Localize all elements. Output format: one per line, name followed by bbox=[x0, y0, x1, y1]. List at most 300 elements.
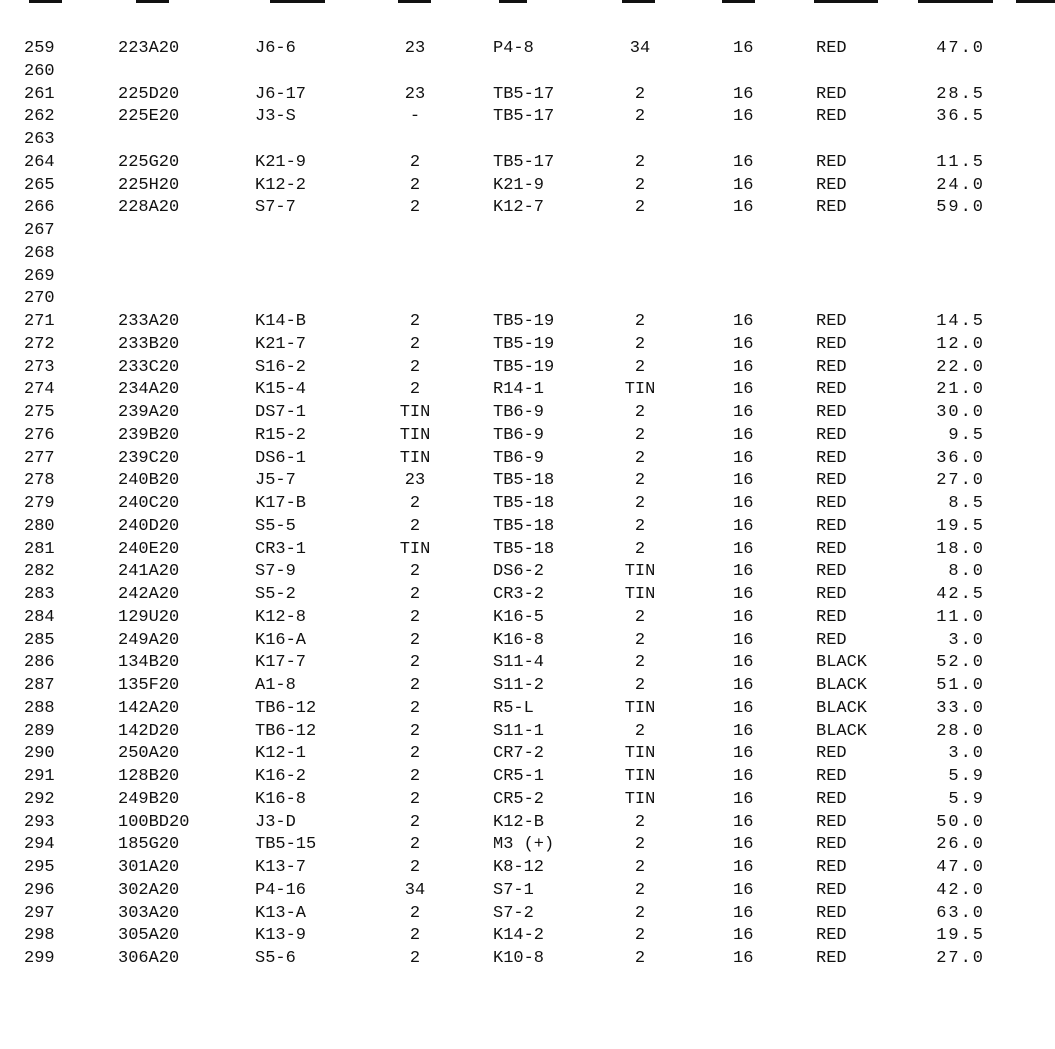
wire-id: 142D20 bbox=[118, 722, 180, 741]
wire-color: RED bbox=[816, 562, 847, 581]
to-terminal: K14-2 bbox=[493, 926, 545, 945]
to-terminal: CR3-2 bbox=[493, 585, 545, 604]
to-terminal: S7-1 bbox=[493, 881, 534, 900]
from-termination: 2 bbox=[409, 631, 421, 650]
wire-id: 240E20 bbox=[118, 540, 180, 559]
wire-gauge: 16 bbox=[733, 403, 754, 422]
from-terminal: K15-4 bbox=[255, 380, 307, 399]
table-row bbox=[0, 310, 1040, 333]
wire-gauge: 16 bbox=[733, 562, 754, 581]
wire-color: RED bbox=[816, 198, 847, 217]
from-termination: 2 bbox=[409, 653, 421, 672]
wire-id: 302A20 bbox=[118, 881, 180, 900]
table-row bbox=[0, 697, 1040, 720]
column-header-rule bbox=[398, 0, 431, 3]
table-row bbox=[0, 856, 1040, 879]
line-number: 274 bbox=[24, 380, 55, 399]
from-termination: TIN bbox=[399, 426, 431, 445]
line-number: 261 bbox=[24, 85, 55, 104]
from-terminal: S5-5 bbox=[255, 517, 296, 536]
wire-color: BLACK bbox=[816, 699, 868, 718]
from-termination: 23 bbox=[404, 85, 426, 104]
wire-gauge: 16 bbox=[733, 449, 754, 468]
line-number: 289 bbox=[24, 722, 55, 741]
line-number: 272 bbox=[24, 335, 55, 354]
from-terminal: S7-7 bbox=[255, 198, 296, 217]
from-termination: 2 bbox=[409, 813, 421, 832]
wire-color: RED bbox=[816, 631, 847, 650]
wire-length: 5.9 bbox=[948, 767, 985, 786]
to-termination: 2 bbox=[634, 358, 646, 377]
wire-id: 225G20 bbox=[118, 153, 180, 172]
to-terminal: K12-7 bbox=[493, 198, 545, 217]
wire-id: 301A20 bbox=[118, 858, 180, 877]
to-termination: 2 bbox=[634, 631, 646, 650]
wire-color: RED bbox=[816, 744, 847, 763]
table-row bbox=[0, 674, 1040, 697]
to-termination: 2 bbox=[634, 540, 646, 559]
line-number: 277 bbox=[24, 449, 55, 468]
table-row bbox=[0, 651, 1040, 674]
table-row bbox=[0, 356, 1040, 379]
wire-length: 26.0 bbox=[936, 835, 985, 854]
wire-color: RED bbox=[816, 380, 847, 399]
from-termination: TIN bbox=[399, 540, 431, 559]
wire-id: 129U20 bbox=[118, 608, 180, 627]
to-termination: 2 bbox=[634, 335, 646, 354]
from-termination: 2 bbox=[409, 744, 421, 763]
table-row bbox=[0, 60, 1040, 83]
from-termination: - bbox=[409, 107, 421, 126]
to-terminal: R5-L bbox=[493, 699, 534, 718]
wire-id: 225E20 bbox=[118, 107, 180, 126]
wire-id: 100BD20 bbox=[118, 813, 190, 832]
wire-color: RED bbox=[816, 835, 847, 854]
from-terminal: K16-8 bbox=[255, 790, 307, 809]
line-number: 263 bbox=[24, 130, 55, 149]
line-number: 260 bbox=[24, 62, 55, 81]
to-terminal: CR5-1 bbox=[493, 767, 545, 786]
from-terminal: S7-9 bbox=[255, 562, 296, 581]
table-row bbox=[0, 811, 1040, 834]
wire-length: 19.5 bbox=[936, 517, 985, 536]
wire-id: 240B20 bbox=[118, 471, 180, 490]
line-number: 281 bbox=[24, 540, 55, 559]
from-terminal: K17-7 bbox=[255, 653, 307, 672]
wire-gauge: 16 bbox=[733, 517, 754, 536]
to-termination: 2 bbox=[634, 813, 646, 832]
to-terminal: TB5-18 bbox=[493, 471, 555, 490]
table-row bbox=[0, 242, 1040, 265]
line-number: 298 bbox=[24, 926, 55, 945]
wire-length: 19.5 bbox=[936, 926, 985, 945]
wire-gauge: 16 bbox=[733, 767, 754, 786]
from-termination: 2 bbox=[409, 926, 421, 945]
to-terminal: K16-8 bbox=[493, 631, 545, 650]
from-terminal: TB6-12 bbox=[255, 699, 317, 718]
wire-length: 28.5 bbox=[936, 85, 985, 104]
table-row bbox=[0, 629, 1040, 652]
to-terminal: K21-9 bbox=[493, 176, 545, 195]
line-number: 269 bbox=[24, 267, 55, 286]
wire-gauge: 16 bbox=[733, 608, 754, 627]
line-number: 259 bbox=[24, 39, 55, 58]
wire-id: 228A20 bbox=[118, 198, 180, 217]
from-terminal: P4-16 bbox=[255, 881, 307, 900]
wire-gauge: 16 bbox=[733, 858, 754, 877]
table-row bbox=[0, 287, 1040, 310]
wire-gauge: 16 bbox=[733, 85, 754, 104]
from-termination: 34 bbox=[404, 881, 426, 900]
to-termination: 2 bbox=[634, 471, 646, 490]
table-row bbox=[0, 788, 1040, 811]
to-terminal: TB5-18 bbox=[493, 494, 555, 513]
from-termination: 2 bbox=[409, 835, 421, 854]
to-termination: TIN bbox=[624, 790, 656, 809]
from-terminal: DS7-1 bbox=[255, 403, 307, 422]
table-row bbox=[0, 879, 1040, 902]
to-termination: 2 bbox=[634, 198, 646, 217]
from-termination: 23 bbox=[404, 39, 426, 58]
from-terminal: K14-B bbox=[255, 312, 307, 331]
to-terminal: R14-1 bbox=[493, 380, 545, 399]
from-terminal: K12-2 bbox=[255, 176, 307, 195]
wire-gauge: 16 bbox=[733, 744, 754, 763]
wire-color: RED bbox=[816, 85, 847, 104]
table-row bbox=[0, 947, 1040, 970]
from-termination: 2 bbox=[409, 790, 421, 809]
to-termination: 2 bbox=[634, 926, 646, 945]
wire-id: 185G20 bbox=[118, 835, 180, 854]
wire-color: RED bbox=[816, 813, 847, 832]
wire-gauge: 16 bbox=[733, 631, 754, 650]
from-terminal: A1-8 bbox=[255, 676, 296, 695]
wire-gauge: 16 bbox=[733, 471, 754, 490]
wire-length: 52.0 bbox=[936, 653, 985, 672]
wire-length: 8.5 bbox=[948, 494, 985, 513]
line-number: 271 bbox=[24, 312, 55, 331]
wire-id: 242A20 bbox=[118, 585, 180, 604]
to-termination: 2 bbox=[634, 153, 646, 172]
line-number: 287 bbox=[24, 676, 55, 695]
table-row bbox=[0, 492, 1040, 515]
line-number: 288 bbox=[24, 699, 55, 718]
wire-gauge: 16 bbox=[733, 790, 754, 809]
line-number: 293 bbox=[24, 813, 55, 832]
to-terminal: TB6-9 bbox=[493, 403, 545, 422]
from-terminal: J3-D bbox=[255, 813, 296, 832]
to-termination: 34 bbox=[629, 39, 651, 58]
from-terminal: R15-2 bbox=[255, 426, 307, 445]
wire-id: 128B20 bbox=[118, 767, 180, 786]
wire-id: 225D20 bbox=[118, 85, 180, 104]
from-termination: 2 bbox=[409, 585, 421, 604]
table-row bbox=[0, 924, 1040, 947]
line-number: 296 bbox=[24, 881, 55, 900]
from-termination: 2 bbox=[409, 153, 421, 172]
to-termination: 2 bbox=[634, 426, 646, 445]
column-header-rule bbox=[29, 0, 62, 3]
wire-id: 225H20 bbox=[118, 176, 180, 195]
wire-color: RED bbox=[816, 585, 847, 604]
from-termination: 2 bbox=[409, 904, 421, 923]
to-terminal: S11-1 bbox=[493, 722, 545, 741]
line-number: 284 bbox=[24, 608, 55, 627]
wire-length: 42.5 bbox=[936, 585, 985, 604]
wire-id: 240D20 bbox=[118, 517, 180, 536]
to-termination: 2 bbox=[634, 904, 646, 923]
wire-color: RED bbox=[816, 153, 847, 172]
to-terminal: K16-5 bbox=[493, 608, 545, 627]
wire-color: RED bbox=[816, 39, 847, 58]
wire-gauge: 16 bbox=[733, 835, 754, 854]
wire-length: 36.0 bbox=[936, 449, 985, 468]
wire-color: RED bbox=[816, 608, 847, 627]
to-termination: TIN bbox=[624, 744, 656, 763]
wire-color: RED bbox=[816, 767, 847, 786]
line-number: 265 bbox=[24, 176, 55, 195]
table-row bbox=[0, 765, 1040, 788]
to-termination: 2 bbox=[634, 722, 646, 741]
to-terminal: TB5-19 bbox=[493, 358, 555, 377]
to-terminal: K8-12 bbox=[493, 858, 545, 877]
to-termination: 2 bbox=[634, 653, 646, 672]
from-termination: 2 bbox=[409, 676, 421, 695]
wire-color: RED bbox=[816, 494, 847, 513]
wire-gauge: 16 bbox=[733, 813, 754, 832]
to-terminal: TB5-17 bbox=[493, 85, 555, 104]
wire-gauge: 16 bbox=[733, 585, 754, 604]
to-terminal: DS6-2 bbox=[493, 562, 545, 581]
from-terminal: TB5-15 bbox=[255, 835, 317, 854]
wire-color: RED bbox=[816, 858, 847, 877]
to-terminal: S11-4 bbox=[493, 653, 545, 672]
wire-length: 8.0 bbox=[948, 562, 985, 581]
to-termination: 2 bbox=[634, 676, 646, 695]
column-header-rule bbox=[622, 0, 655, 3]
wire-gauge: 16 bbox=[733, 949, 754, 968]
wire-color: RED bbox=[816, 403, 847, 422]
wire-gauge: 16 bbox=[733, 153, 754, 172]
table-row bbox=[0, 265, 1040, 288]
wire-gauge: 16 bbox=[733, 540, 754, 559]
wire-color: RED bbox=[816, 517, 847, 536]
from-terminal: K21-7 bbox=[255, 335, 307, 354]
to-terminal: S7-2 bbox=[493, 904, 534, 923]
to-termination: 2 bbox=[634, 881, 646, 900]
line-number: 292 bbox=[24, 790, 55, 809]
from-terminal: K21-9 bbox=[255, 153, 307, 172]
table-row bbox=[0, 833, 1040, 856]
line-number: 278 bbox=[24, 471, 55, 490]
to-termination: 2 bbox=[634, 494, 646, 513]
wire-length: 33.0 bbox=[936, 699, 985, 718]
to-terminal: S11-2 bbox=[493, 676, 545, 695]
wire-color: RED bbox=[816, 540, 847, 559]
wire-color: RED bbox=[816, 949, 847, 968]
to-termination: 2 bbox=[634, 312, 646, 331]
table-row bbox=[0, 151, 1040, 174]
from-termination: 2 bbox=[409, 722, 421, 741]
table-row bbox=[0, 515, 1040, 538]
line-number: 285 bbox=[24, 631, 55, 650]
wire-id: 223A20 bbox=[118, 39, 180, 58]
from-terminal: DS6-1 bbox=[255, 449, 307, 468]
wire-length: 47.0 bbox=[936, 39, 985, 58]
from-terminal: K16-2 bbox=[255, 767, 307, 786]
table-row bbox=[0, 469, 1040, 492]
wire-color: RED bbox=[816, 312, 847, 331]
wire-color: RED bbox=[816, 335, 847, 354]
wire-id: 249B20 bbox=[118, 790, 180, 809]
table-row bbox=[0, 378, 1040, 401]
wire-length: 3.0 bbox=[948, 744, 985, 763]
wire-id: 250A20 bbox=[118, 744, 180, 763]
wire-length: 14.5 bbox=[936, 312, 985, 331]
to-terminal: TB6-9 bbox=[493, 449, 545, 468]
wire-length: 11.5 bbox=[936, 153, 985, 172]
wire-gauge: 16 bbox=[733, 653, 754, 672]
wire-length: 28.0 bbox=[936, 722, 985, 741]
table-row bbox=[0, 583, 1040, 606]
wire-length: 59.0 bbox=[936, 198, 985, 217]
wire-color: RED bbox=[816, 176, 847, 195]
from-termination: TIN bbox=[399, 403, 431, 422]
wire-gauge: 16 bbox=[733, 699, 754, 718]
from-termination: 2 bbox=[409, 608, 421, 627]
column-header-rule bbox=[722, 0, 755, 3]
from-terminal: J6-6 bbox=[255, 39, 296, 58]
table-row bbox=[0, 174, 1040, 197]
column-header-rule bbox=[1016, 0, 1055, 3]
wire-length: 63.0 bbox=[936, 904, 985, 923]
column-header-rule bbox=[270, 0, 325, 3]
from-termination: 2 bbox=[409, 176, 421, 195]
wire-color: BLACK bbox=[816, 722, 868, 741]
wire-color: RED bbox=[816, 926, 847, 945]
line-number: 266 bbox=[24, 198, 55, 217]
from-terminal: S5-2 bbox=[255, 585, 296, 604]
table-row bbox=[0, 401, 1040, 424]
to-termination: 2 bbox=[634, 835, 646, 854]
table-row bbox=[0, 560, 1040, 583]
from-terminal: K16-A bbox=[255, 631, 307, 650]
table-row bbox=[0, 742, 1040, 765]
wire-id: 142A20 bbox=[118, 699, 180, 718]
table-row bbox=[0, 538, 1040, 561]
from-termination: 2 bbox=[409, 335, 421, 354]
wire-gauge: 16 bbox=[733, 335, 754, 354]
to-terminal: TB5-18 bbox=[493, 540, 555, 559]
to-termination: 2 bbox=[634, 449, 646, 468]
to-termination: 2 bbox=[634, 608, 646, 627]
to-terminal: M3 (+) bbox=[493, 835, 555, 854]
wire-gauge: 16 bbox=[733, 426, 754, 445]
to-termination: 2 bbox=[634, 176, 646, 195]
from-termination: 23 bbox=[404, 471, 426, 490]
wire-gauge: 16 bbox=[733, 176, 754, 195]
to-termination: TIN bbox=[624, 562, 656, 581]
wire-gauge: 16 bbox=[733, 676, 754, 695]
wire-gauge: 16 bbox=[733, 722, 754, 741]
to-termination: 2 bbox=[634, 403, 646, 422]
column-header-rule bbox=[918, 0, 993, 3]
table-row bbox=[0, 606, 1040, 629]
from-terminal: CR3-1 bbox=[255, 540, 307, 559]
wire-color: RED bbox=[816, 107, 847, 126]
table-row bbox=[0, 37, 1040, 60]
column-header-rule bbox=[136, 0, 169, 3]
wire-gauge: 16 bbox=[733, 358, 754, 377]
from-termination: 2 bbox=[409, 858, 421, 877]
wire-color: RED bbox=[816, 449, 847, 468]
wire-length: 42.0 bbox=[936, 881, 985, 900]
from-terminal: K17-B bbox=[255, 494, 307, 513]
line-number: 276 bbox=[24, 426, 55, 445]
line-number: 268 bbox=[24, 244, 55, 263]
column-header-rule bbox=[814, 0, 878, 3]
from-terminal: K13-9 bbox=[255, 926, 307, 945]
line-number: 297 bbox=[24, 904, 55, 923]
from-terminal: S5-6 bbox=[255, 949, 296, 968]
wire-color: RED bbox=[816, 358, 847, 377]
line-number: 294 bbox=[24, 835, 55, 854]
from-termination: 2 bbox=[409, 380, 421, 399]
wire-length: 27.0 bbox=[936, 949, 985, 968]
to-termination: 2 bbox=[634, 517, 646, 536]
wire-id: 240C20 bbox=[118, 494, 180, 513]
from-terminal: S16-2 bbox=[255, 358, 307, 377]
wire-length: 47.0 bbox=[936, 858, 985, 877]
wire-length: 27.0 bbox=[936, 471, 985, 490]
to-terminal: P4-8 bbox=[493, 39, 534, 58]
to-termination: TIN bbox=[624, 699, 656, 718]
wire-id: 241A20 bbox=[118, 562, 180, 581]
from-termination: 2 bbox=[409, 198, 421, 217]
wire-id: 239C20 bbox=[118, 449, 180, 468]
line-number: 270 bbox=[24, 289, 55, 308]
from-termination: 2 bbox=[409, 949, 421, 968]
wire-gauge: 16 bbox=[733, 107, 754, 126]
line-number: 290 bbox=[24, 744, 55, 763]
wire-id: 233C20 bbox=[118, 358, 180, 377]
wire-id: 306A20 bbox=[118, 949, 180, 968]
line-number: 286 bbox=[24, 653, 55, 672]
line-number: 291 bbox=[24, 767, 55, 786]
wire-gauge: 16 bbox=[733, 380, 754, 399]
wire-color: RED bbox=[816, 790, 847, 809]
wire-color: RED bbox=[816, 471, 847, 490]
line-number: 283 bbox=[24, 585, 55, 604]
from-terminal: K12-8 bbox=[255, 608, 307, 627]
to-terminal: TB5-19 bbox=[493, 335, 555, 354]
from-terminal: K13-7 bbox=[255, 858, 307, 877]
wire-gauge: 16 bbox=[733, 904, 754, 923]
to-termination: 2 bbox=[634, 858, 646, 877]
to-terminal: CR7-2 bbox=[493, 744, 545, 763]
wire-length: 5.9 bbox=[948, 790, 985, 809]
wire-color: BLACK bbox=[816, 653, 868, 672]
from-terminal: K13-A bbox=[255, 904, 307, 923]
wire-gauge: 16 bbox=[733, 926, 754, 945]
table-row bbox=[0, 219, 1040, 242]
to-termination: TIN bbox=[624, 585, 656, 604]
to-terminal: TB6-9 bbox=[493, 426, 545, 445]
line-number: 280 bbox=[24, 517, 55, 536]
from-termination: 2 bbox=[409, 312, 421, 331]
to-terminal: CR5-2 bbox=[493, 790, 545, 809]
wire-length: 18.0 bbox=[936, 540, 985, 559]
